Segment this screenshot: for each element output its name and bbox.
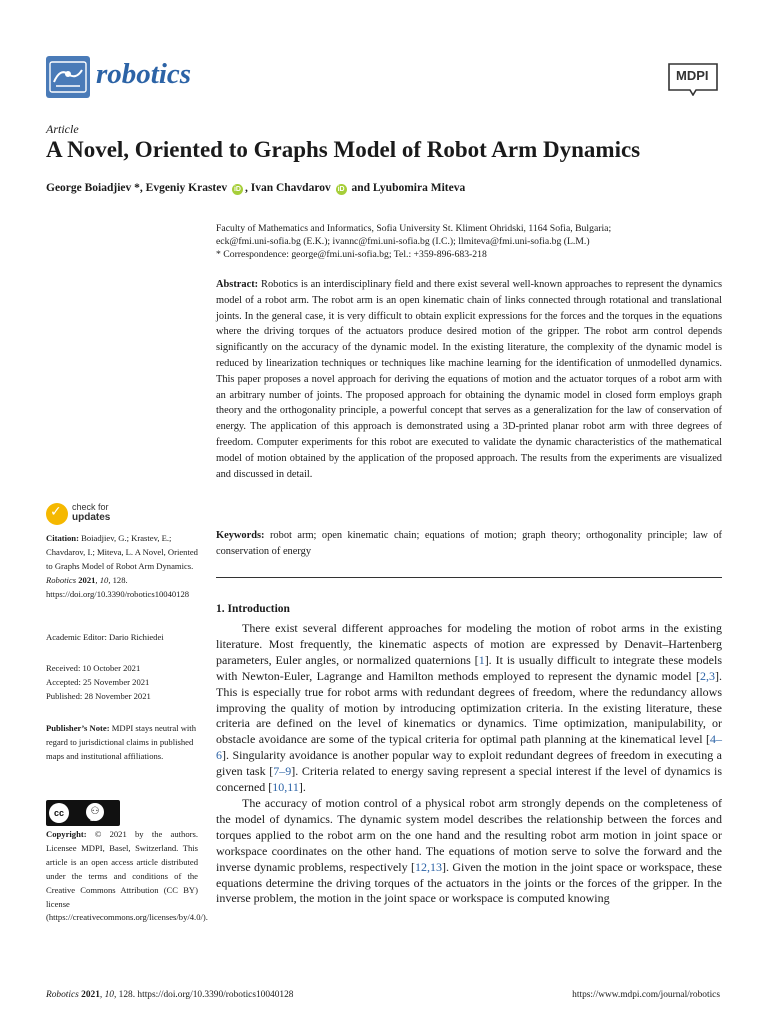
by-label: BY <box>90 817 99 823</box>
orcid-icon[interactable]: iD <box>233 186 241 193</box>
citation-link[interactable]: 12,13 <box>414 859 442 874</box>
paragraph-text: ]. Given the motion in the joint space or workspace, these equations determine the driving torques of the actuators in the joints or the forces of the gripper. In the inverse problem, the motion in the joint space or workspace is computed knowing <box>216 859 723 906</box>
copyright-notice <box>46 828 208 925</box>
cc-icon: cc <box>49 803 69 823</box>
paragraph-text: ]. It is usually difficult to integrate these models with Newton-Euler, Lagrange and Hamilton methods employed to represent the dynamic model [ <box>216 652 723 683</box>
abstract <box>216 277 722 482</box>
check-for-updates-label: updates <box>72 512 111 523</box>
copyright-text: © 2021 by the authors. Licensee MDPI, Basel, Switzerland. This article is an open access article distributed under the terms and conditions of the Creative Commons Attribution (CC BY) license (https://creativecommons.org/licenses/by/4.0/). <box>46 829 208 923</box>
citation-link[interactable]: 10,11 <box>272 780 299 795</box>
cc-by-license-badge[interactable] <box>46 800 120 826</box>
citation-link[interactable]: 2,3 <box>700 668 715 683</box>
publisher-note-text: MDPI stays neutral with regard to jurisdictional claims in published maps and institutional affiliations. <box>46 723 196 761</box>
abstract-label: Abstract: <box>216 279 259 290</box>
citation-doi[interactable]: , 128. https://doi.org/10.3390/robotics10040128 <box>46 574 190 599</box>
article-type: Article <box>46 122 79 136</box>
mdpi-logo-text: MDPI <box>676 68 709 83</box>
keywords <box>216 528 722 560</box>
footer-journal-url[interactable]: https://www.mdpi.com/journal/robotics <box>572 990 720 1000</box>
author-names-2: , Ivan Chavdarov <box>244 182 331 194</box>
section-heading: 1. Introduction <box>216 603 290 615</box>
check-for-updates-label: check for <box>72 502 109 512</box>
author-names-3: and Lyubomira Miteva <box>348 182 466 194</box>
citation-volume: , 10 <box>95 574 109 585</box>
received-date: Received: 10 October 2021 <box>46 663 141 673</box>
article-title: A Novel, Oriented to Graphs Model of Robot Arm Dynamics <box>46 137 641 162</box>
citation-journal: Robotics <box>46 574 77 585</box>
body-text <box>216 621 722 907</box>
paragraph <box>216 796 722 907</box>
check-for-updates-icon: ✓ <box>46 503 68 525</box>
author-names-1: George Boiadjiev *, Evgeniy Krastev <box>46 182 228 194</box>
citation-link[interactable]: 4–6 <box>216 732 722 763</box>
abstract-text: Robotics is an interdisciplinary field and there exist several well-known approaches to represent the dynamics model of a robot arm. The robot arm is an open kinematic chain of links connected through rotational and translational joints. In the general case, it is very difficult to obtain explicit expressions for the forces and the torques in the equations where the driving torques of the actuators produce desired motion of the gripper. The robot arm control depends significantly on the accuracy of the dynamic model. In the existing literature, the complexity of the dynamic model is reduced by linearization techniques or techniques like machine learning for the identification of unmodelled dynamics. This paper proposes a novel approach for deriving the equations of motion and the actuator torques of a robot arm with an arbitrary number of joints. The proposed approach for obtaining the dynamic model in closed form employs graph theory and the orthogonality principle, a powerful concept that serves as a generalization for the law of conservation of energy. The application of this approach is demonstrated using a 3D-printed planar robot arm with three degrees of freedom. Computer experiments for this robot are executed to validate the dynamic characteristics of the mathematical model of motion obtained by the application of the proposed approach. The results from the experiments are visualized and discussed in detail. <box>216 279 723 480</box>
paragraph <box>216 621 722 796</box>
publisher-note-label: Publisher’s Note: <box>46 723 110 733</box>
orcid-icon[interactable]: iD <box>337 186 345 193</box>
published-date: Published: 28 November 2021 <box>46 690 151 701</box>
journal-logo-icon <box>46 56 90 98</box>
copyright-label: Copyright: <box>46 829 87 839</box>
author-list <box>46 182 465 195</box>
citation-label: Citation: <box>46 533 79 543</box>
footer-year: 2021 <box>78 990 100 1000</box>
footer-doi[interactable]: , 128. https://doi.org/10.3390/robotics10040128 <box>113 990 294 1000</box>
attribution-icon: ⚇ <box>86 803 104 821</box>
affiliation-line: Faculty of Mathematics and Informatics, Sofia University St. Kliment Ohridski, 1164 Sofia, Bulgaria; <box>216 223 612 234</box>
check-for-updates-button[interactable] <box>46 501 196 529</box>
keywords-label: Keywords: <box>216 530 265 541</box>
paragraph-text: ]. Criteria related to energy saving represent a special interest if the level of dynamics is concerned [ <box>216 764 722 795</box>
journal-name[interactable]: robotics <box>96 58 192 90</box>
footer-volume: , 10 <box>99 990 114 1000</box>
paragraph-text: There exist several different approaches for modeling the motion of robot arms in the existing literature. Most frequently, the kinematic aspects of motion are expressed by Denavit–Hartenberg parameters, Euler angles, or normalized quaternions [ <box>216 621 722 667</box>
paragraph-text: ]. <box>298 780 306 795</box>
paragraph-text: The accuracy of motion control of a physical robot arm strongly depends on the completeness of the model of dynamics. The dynamic system model describes the relationship between the forces and torques applied to the robot arm on the one hand and the resulting robot arm motion in joint space or workspace coordinates on the other hand. The equations of motion serve to solve the forward and the inverse dynamic problems, respectively [ <box>216 795 722 874</box>
section-divider <box>216 577 722 578</box>
citation-link[interactable]: 7–9 <box>273 764 292 779</box>
academic-editor: Academic Editor: Dario Richiedei <box>46 632 164 642</box>
correspondence-line[interactable]: * Correspondence: george@fmi.uni-sofia.bg; Tel.: +359-896-683-218 <box>216 249 487 260</box>
mdpi-logo[interactable] <box>664 60 722 101</box>
footer-journal: Robotics <box>46 990 79 1000</box>
footer-citation <box>46 990 294 1000</box>
keywords-text: robot arm; open kinematic chain; equations of motion; graph theory; orthogonality principle; law of conservation of energy <box>216 530 722 557</box>
paragraph-text: ]. Singularity avoidance is another popular way to exploit redundant degrees of freedom in executing a given task [ <box>216 748 722 779</box>
dates-block <box>46 662 198 704</box>
paragraph-text: ]. This is especially true for robot arms with redundant degrees of freedom, where the redundancy allows improving the quality of motion by introducing optimization criteria. In the existing literature, these criteria are defined on the level of kinematics or dynamics. Time optimization, manipulability, or obstacle avoidance are some of the typical criteria for optimal path planning at the kinematical level [ <box>216 668 722 747</box>
affiliation-emails[interactable]: eck@fmi.uni-sofia.bg (E.K.); ivannc@fmi.uni-sofia.bg (I.C.); llmiteva@fmi.uni-sofia.bg (L.M.) <box>216 236 590 247</box>
publisher-note <box>46 722 198 764</box>
citation-block <box>46 532 198 602</box>
affiliation-block <box>216 222 726 261</box>
citation-year: 2021 <box>76 574 96 585</box>
accepted-date: Accepted: 25 November 2021 <box>46 676 150 687</box>
citation-link[interactable]: 1 <box>478 652 485 667</box>
citation-text: Boiadjiev, G.; Krastev, E.; Chavdarov, I.; Miteva, L. A Novel, Oriented to Graphs Model of Robot Arm Dynamics. <box>46 533 198 571</box>
